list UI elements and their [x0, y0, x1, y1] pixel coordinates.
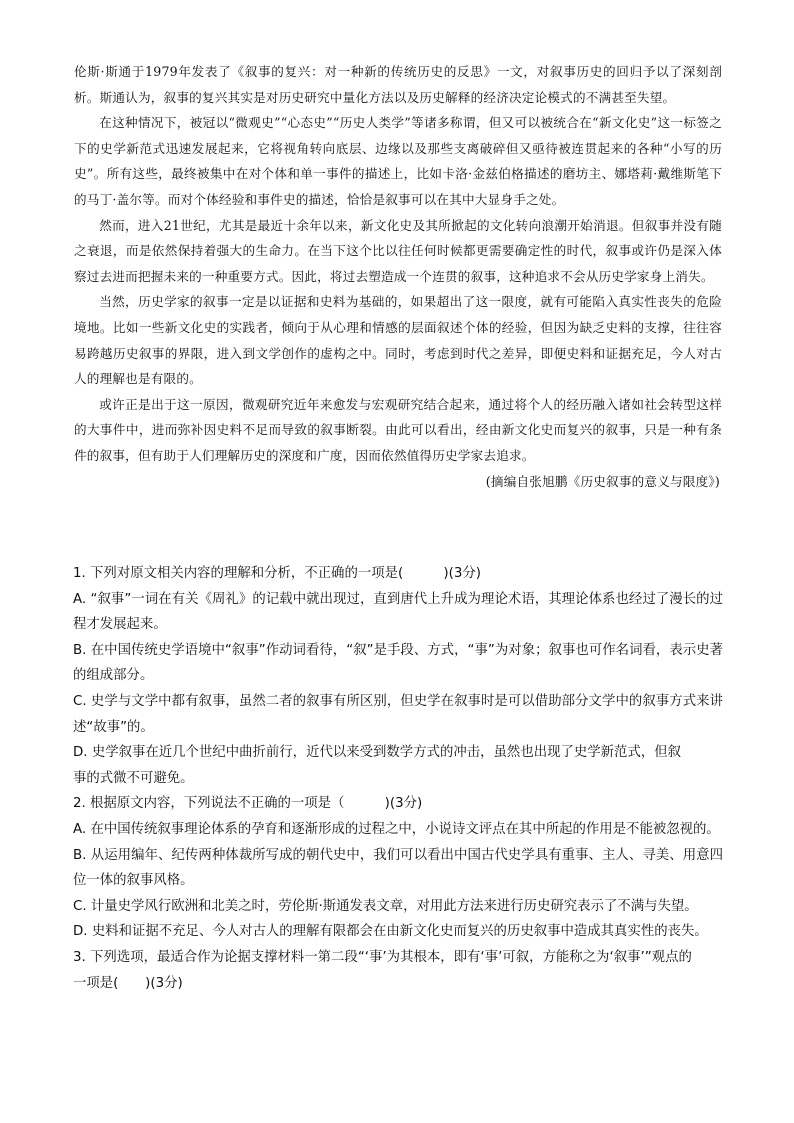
passage-paragraph: 然而，进入21世纪，尤其是最近十余年以来，新文化史及其所掀起的文化转向浪潮开始消退。但叙事并没有随之衰退，而是依然保持着强大的生命力。在当下这个比以往任何时候都更需要确定性的时代，叙事或许仍是深入体察过去进而把握未来的一种重要方式。因此，将过去塑造成一个连贯的叙事，这种追求不会从历史学家身上消失。: [74, 217, 722, 284]
passage-source: (摘编自张旭鹏《历史叙事的意义与限度》): [485, 473, 720, 489]
passage-paragraph: 伦斯·斯通于1979年发表了《叙事的复兴：对一种新的传统历史的反思》一文，对叙事历史的回归予以了深刻剖析。斯通认为，叙事的复兴其实是对历史研究中量化方法以及历史解释的经济决定论模式的不满甚至失望。: [74, 64, 722, 105]
reading-passage: [74, 59, 722, 494]
question-2-option-d: D. 史料和证据不充足、今人对古人的理解有限都会在由新文化史而复兴的历史叙事中造成其真实性的丧失。: [73, 924, 708, 940]
question-2-stem: 2. 根据原文内容，下列说法不正确的一项是（ )(3分): [73, 796, 423, 812]
passage-paragraph: 当然，历史学家的叙事一定是以证据和史料为基础的，如果超出了这一限度，就有可能陷入真实性丧失的危险境地。比如一些新文化史的实践者，倾向于从心理和情感的层面叙述个体的经验，但因为缺乏史料的支撑，往往容易跨越历史叙事的界限，进入到文学创作的虚构之中。同时，考虑到时代之差异，即便史料和证据充足，今人对古人的理解也是有限的。: [74, 294, 722, 387]
question-1-option-a: A. “叙事”一词在有关《周礼》的记载中就出现过，直到唐代上升成为理论术语，其理论体系也经过了漫长的过程才发展起来。: [73, 591, 723, 633]
question-list: [73, 561, 723, 996]
question-1-option-b: B. 在中国传统史学语境中“叙事”作动词看待，“叙”是手段、方式，“事”为对象；叙事也可作名词看，表示史著的组成部分。: [73, 642, 723, 684]
question-3-stem: 3. 下列选项，最适合作为论据支撑材料一第二段“‘事’为其根本，即有‘事’可叙，方能称之为‘叙事’”观点的: [73, 949, 692, 965]
question-2-option-c: C. 计量史学风行欧洲和北美之时，劳伦斯·斯通发表文章，对用此方法来进行历史研究表示了不满与失望。: [73, 898, 698, 914]
question-1-option-c: C. 史学与文学中都有叙事，虽然二者的叙事有所区别，但史学在叙事时是可以借助部分文学中的叙事方式来讲述“故事”的。: [73, 693, 723, 735]
passage-paragraph: 在这种情况下，被冠以“微观史”“心态史”“历史人类学”等诸多称谓，但又可以被统合在“新文化史”这一标签之下的史学新范式迅速发展起来，它将视角转向底层、边缘以及那些支离破碎但又亟待被连贯起来的各种“小写的历史”。所有这些，最终被集中在对个体和单一事件的描述上，比如卡洛·金兹伯格描述的磨坊主、娜塔莉·戴维斯笔下的马丁·盖尔等。而对个体经验和事件史的描述，恰恰是叙事可以在其中大显身手之处。: [74, 115, 722, 207]
question-2-option-a: A. 在中国传统叙事理论体系的孕育和逐渐形成的过程之中，小说诗文评点在其中所起的作用是不能被忽视的。: [73, 821, 720, 837]
question-1-option-d: D. 史学叙事在近几个世纪中曲折前行，近代以来受到数学方式的冲击，虽然也出现了史学新范式，但叙: [73, 745, 682, 761]
question-1-stem: 1. 下列对原文相关内容的理解和分析，不正确的一项是( )(3分): [73, 566, 481, 581]
question-2-option-b: B. 从运用编年、纪传两种体裁所写成的朝代史中，我们可以看出中国古代史学具有重事、主人、寻美、用意四位一体的叙事风格。: [73, 847, 723, 889]
question-1-option-d-cont: 事的式微不可避免。: [73, 770, 194, 786]
passage-paragraph: 或许正是出于这一原因，微观研究近年来愈发与宏观研究结合起来，通过将个人的经历融入诸如社会转型这样的大事件中，进而弥补因史料不足而导致的叙事断裂。由此可以看出，经由新文化史而复兴的叙事，只是一种有条件的叙事，但有助于人们理解历史的深度和广度，因而依然值得历史学家去追求。: [74, 396, 722, 463]
question-3-stem-cont: 一项是( )(3分): [73, 975, 183, 991]
